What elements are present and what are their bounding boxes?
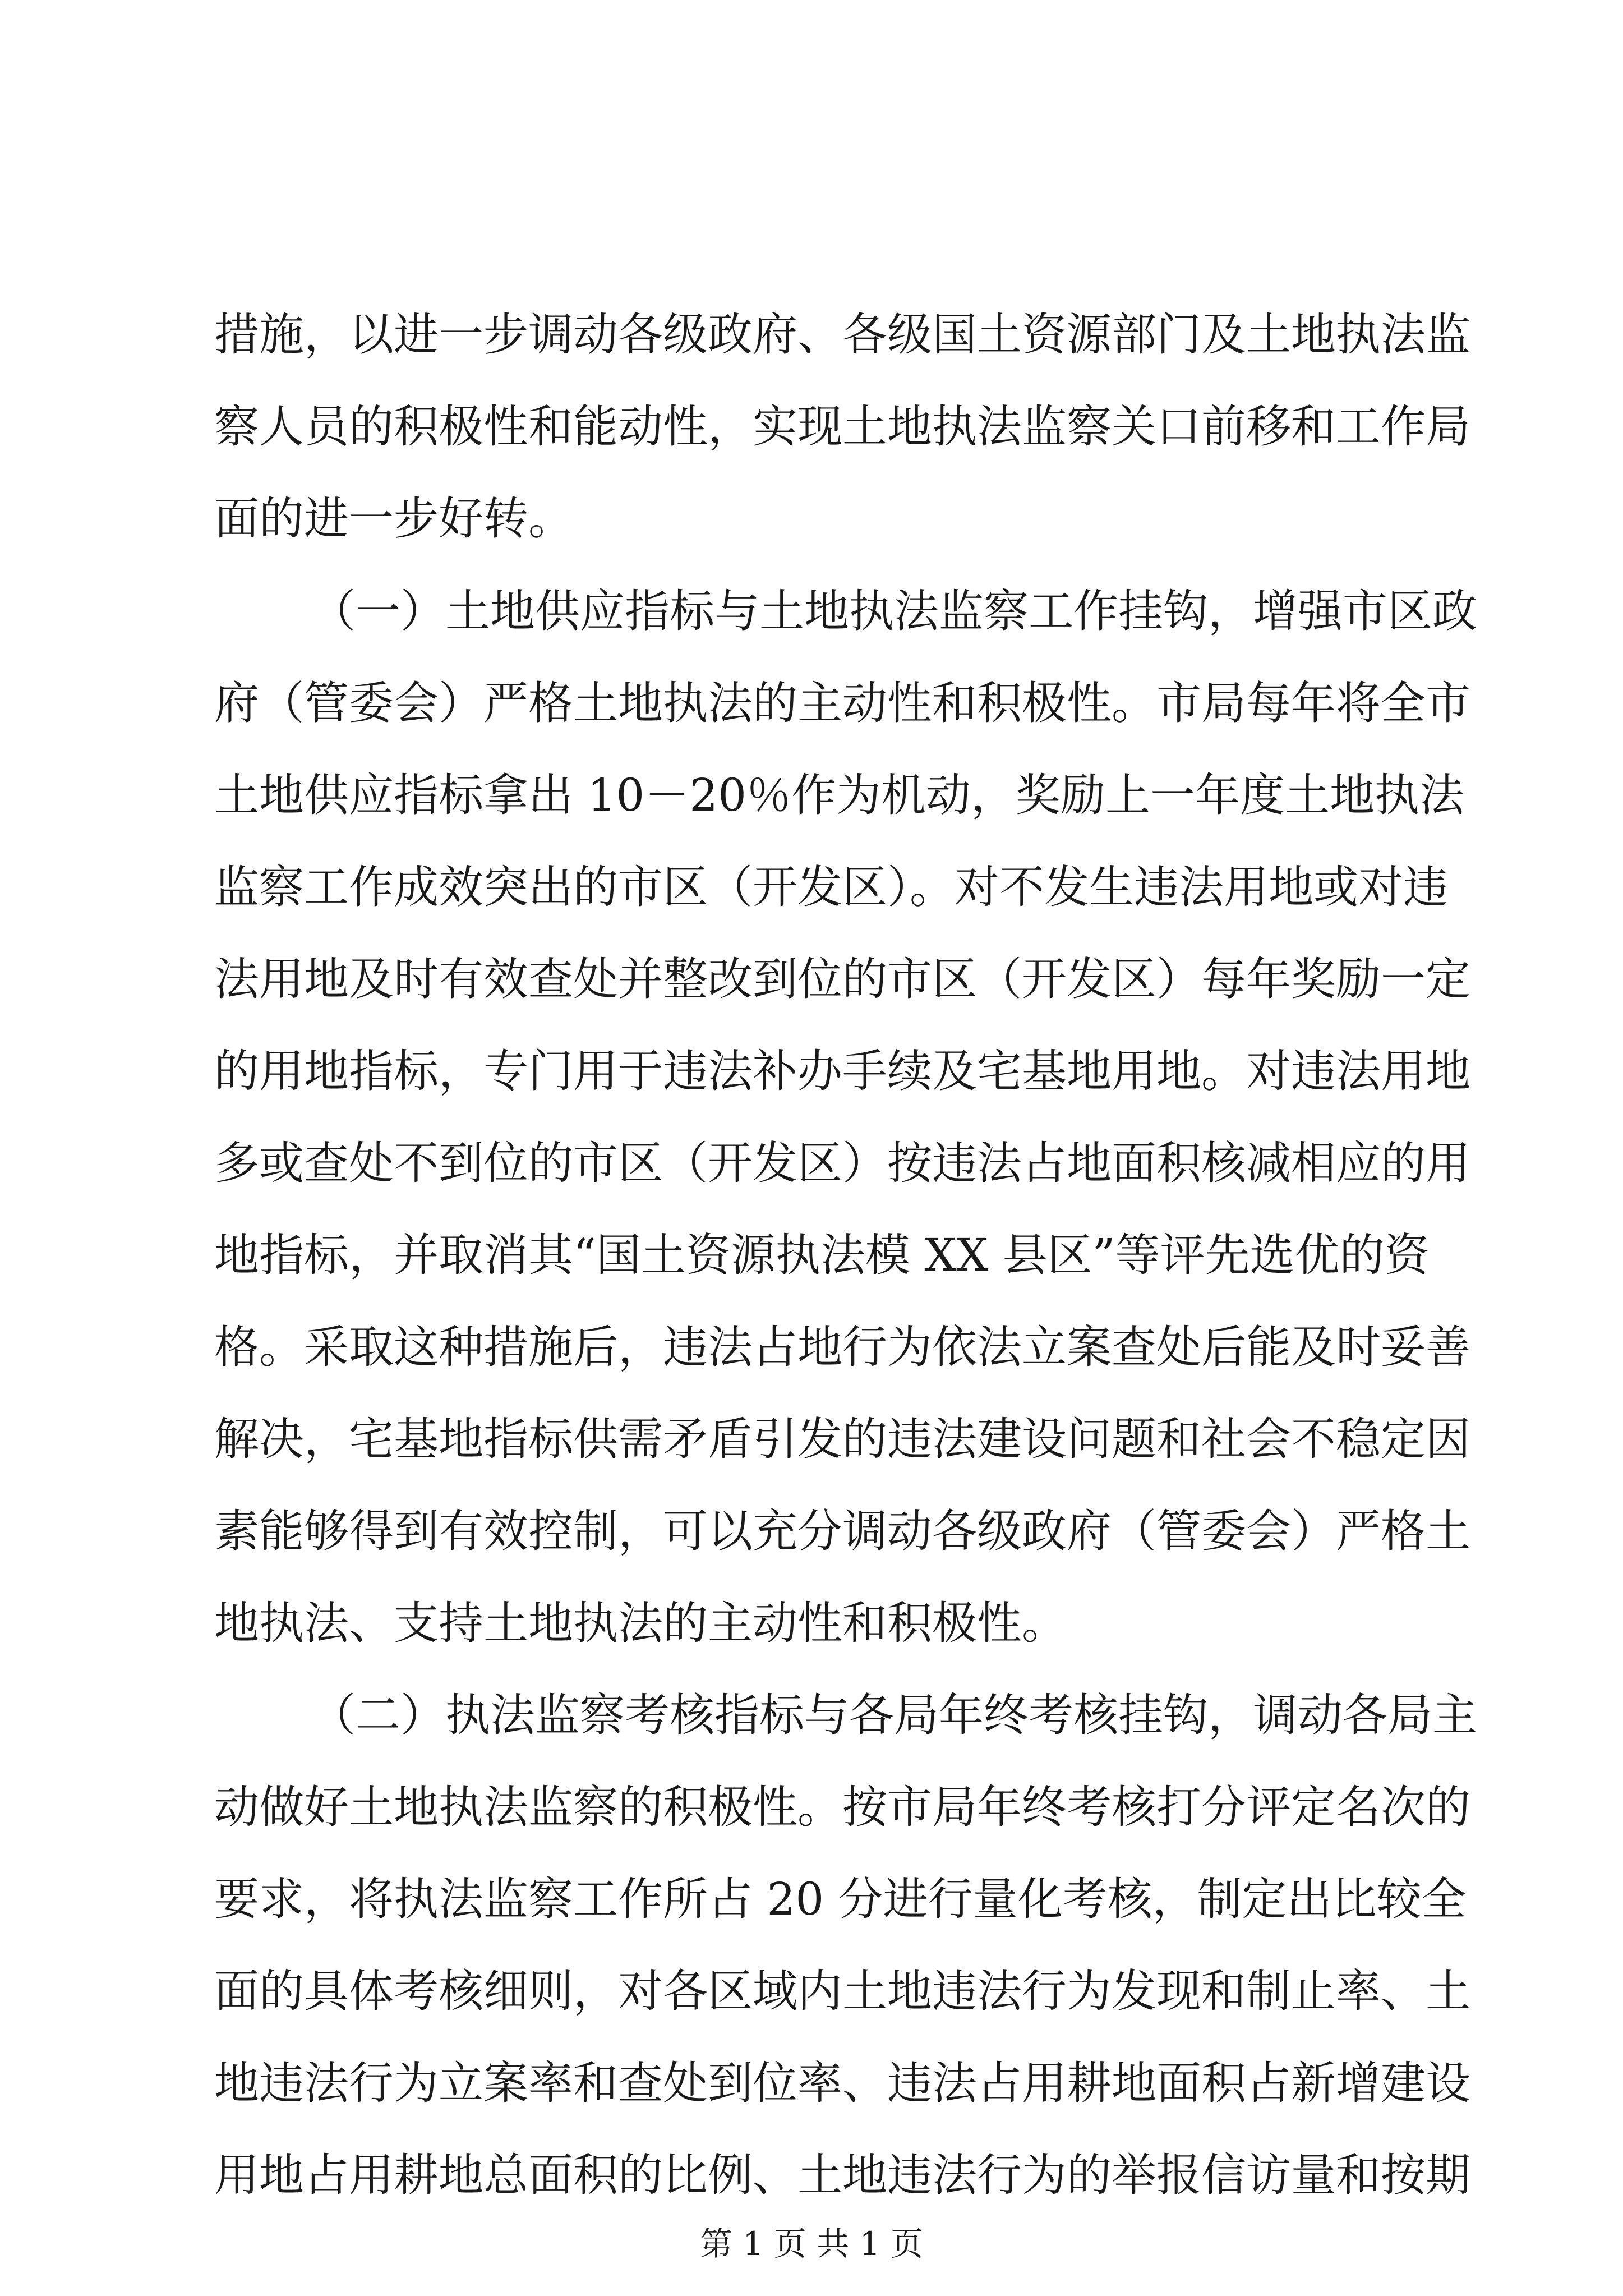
paragraph-line: 地指标，并取消其“国土资源执法模 XX 县区”等评先选优的资 (214, 1229, 1430, 1281)
paragraph-line: 面的具体考核细则，对各区域内土地违法行为发现和制止率、土 (214, 1965, 1470, 2017)
paragraph-line: （一）土地供应指标与土地执法监察工作挂钩，增强市区政 (311, 585, 1477, 637)
paragraph-line: 用地占用耕地总面积的比例、土地违法行为的举报信访量和按期 (214, 2149, 1470, 2201)
paragraph-line: 地执法、支持土地执法的主动性和积极性。 (214, 1597, 1067, 1649)
paragraph-line: 土地供应指标拿出 10－20％作为机动，奖励上一年度土地执法 (214, 769, 1465, 821)
paragraph-line: 多或查处不到位的市区（开发区）按违法占地面积核减相应的用 (214, 1137, 1470, 1189)
paragraph-line: 要求，将执法监察工作所占 20 分进行量化考核，制定出比较全 (214, 1873, 1467, 1925)
paragraph-line: 措施，以进一步调动各级政府、各级国土资源部门及土地执法监 (214, 309, 1470, 361)
paragraph-line: 面的进一步好转。 (214, 493, 573, 545)
paragraph-line: 察人员的积极性和能动性，实现土地执法监察关口前移和工作局 (214, 401, 1470, 453)
paragraph-line: 的用地指标，专门用于违法补办手续及宅基地用地。对违法用地 (214, 1045, 1470, 1097)
paragraph-line: 法用地及时有效查处并整改到位的市区（开发区）每年奖励一定 (214, 953, 1470, 1005)
paragraph-line: 地违法行为立案率和查处到位率、违法占用耕地面积占新增建设 (214, 2057, 1470, 2109)
page-footer: 第 1 页 共 1 页 (700, 2225, 923, 2263)
paragraph-line: 府（管委会）严格土地执法的主动性和积极性。市局每年将全市 (214, 677, 1470, 729)
paragraph-line: 格。采取这种措施后，违法占地行为依法立案查处后能及时妥善 (214, 1321, 1470, 1373)
paragraph-line: 解决，宅基地指标供需矛盾引发的违法建设问题和社会不稳定因 (214, 1413, 1470, 1465)
paragraph-line: 动做好土地执法监察的积极性。按市局年终考核打分评定名次的 (214, 1781, 1470, 1833)
paragraph-line: （二）执法监察考核指标与各局年终考核挂钩，调动各局主 (311, 1689, 1477, 1741)
paragraph-line: 监察工作成效突出的市区（开发区）。对不发生违法用地或对违 (214, 861, 1448, 913)
paragraph-line: 素能够得到有效控制，可以充分调动各级政府（管委会）严格土 (214, 1505, 1470, 1557)
